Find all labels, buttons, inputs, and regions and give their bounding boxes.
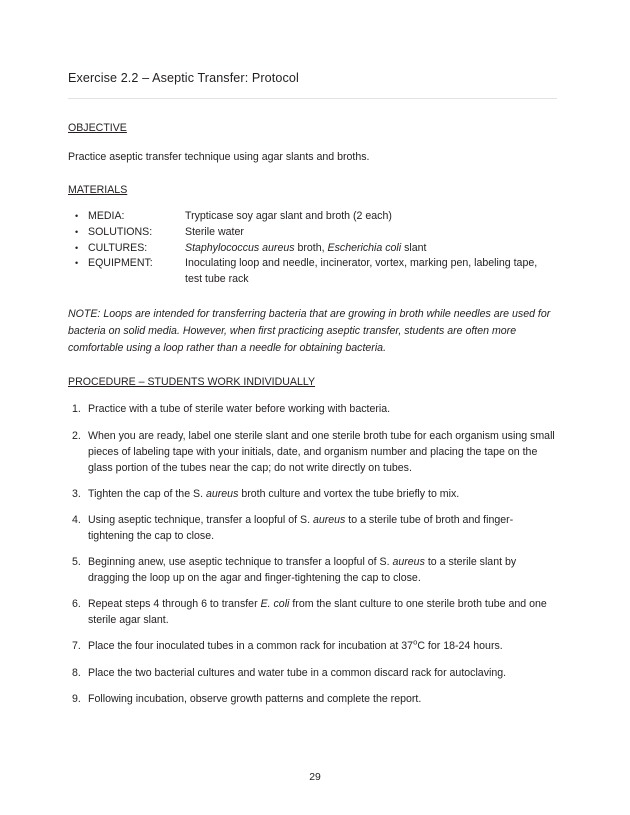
step-number: 4.: [72, 513, 81, 526]
material-value: Inoculating loop and needle, incinerator, vortex, marking pen, labeling tape, test tube rack: [185, 257, 538, 285]
step-number: 9.: [72, 692, 81, 705]
materials-heading: MATERIALS: [68, 184, 128, 197]
step-number: 1.: [72, 403, 81, 416]
material-label: EQUIPMENT:: [88, 257, 153, 270]
material-label: MEDIA:: [88, 210, 125, 223]
procedure-heading: PROCEDURE – STUDENTS WORK INDIVIDUALLY: [68, 376, 316, 389]
bullet-icon: •: [75, 258, 79, 269]
step-text: Using aseptic technique, transfer a loopful of S. aureus to a sterile tube of broth and finger-tightening the cap to close.: [88, 513, 514, 542]
material-value: Staphylococcus aureus broth, Escherichia coli slant: [185, 241, 427, 254]
step-number: 7.: [72, 640, 81, 653]
step-text: Place the four inoculated tubes in a common rack for incubation at 37$^o$C for 18-24 hours.: [88, 637, 503, 653]
list-item: [68, 209, 568, 225]
procedure-step: [68, 428, 568, 476]
procedure-step: [68, 486, 568, 502]
list-item: [68, 225, 568, 241]
step-text: Following incubation, observe growth patterns and complete the report.: [88, 692, 422, 705]
material-label: CULTURES:: [88, 241, 148, 254]
procedure-step: [68, 401, 568, 417]
list-item: [68, 241, 568, 257]
page-number: 29: [309, 772, 321, 783]
bullet-icon: •: [75, 226, 79, 237]
procedure-step: [68, 638, 568, 654]
material-label: SOLUTIONS:: [88, 225, 153, 238]
materials-list: [68, 209, 568, 287]
note-paragraph: NOTE: Loops are intended for transferring bacteria that are growing in broth while needles are used for bacteria on solid media. However, when first practicing aseptic transfer, students are often more comfortable using a loop rather than a needle for obtaining bacteria.: [68, 307, 551, 354]
procedure-step: [68, 691, 568, 707]
step-number: 6.: [72, 598, 81, 611]
step-text: Place the two bacterial cultures and water tube in a common discard rack for autoclaving.: [88, 666, 507, 679]
step-text: Practice with a tube of sterile water before working with bacteria.: [88, 403, 391, 416]
step-text: When you are ready, label one sterile slant and one sterile broth tube for each organism using small pieces of labeling tape with your initials, date, and organism number and placing the tape on the glass portion of the tubes near the cap; do not write directly on tubes.: [88, 429, 555, 474]
material-value: Trypticase soy agar slant and broth (2 each): [185, 210, 392, 223]
list-item: [68, 256, 568, 287]
procedure-step: [68, 554, 568, 586]
objective-heading: OBJECTIVE: [68, 122, 127, 135]
step-number: 8.: [72, 666, 81, 679]
step-text: Repeat steps 4 through 6 to transfer E. coli from the slant culture to one sterile broth tube and one sterile agar slant.: [88, 598, 547, 627]
bullet-icon: •: [75, 211, 79, 222]
procedure-step: [68, 596, 568, 628]
step-number: 2.: [72, 429, 81, 442]
step-text: Beginning anew, use aseptic technique to transfer a loopful of S. aureus to a sterile slant by dragging the loop up on the agar and finger-tightening the cap to close.: [88, 556, 517, 585]
objective-text: Practice aseptic transfer technique using agar slants and broths.: [68, 150, 370, 163]
procedure-step: [68, 512, 568, 544]
bullet-icon: •: [75, 242, 79, 253]
step-text: Tighten the cap of the S. aureus broth culture and vortex the tube briefly to mix.: [88, 487, 460, 500]
procedure-step: [68, 665, 568, 681]
page-title: Exercise 2.2 – Aseptic Transfer: Protocol: [68, 71, 299, 85]
step-number: 5.: [72, 556, 81, 569]
step-number: 3.: [72, 487, 81, 500]
procedure-list: [68, 401, 568, 706]
material-value: Sterile water: [185, 225, 244, 238]
